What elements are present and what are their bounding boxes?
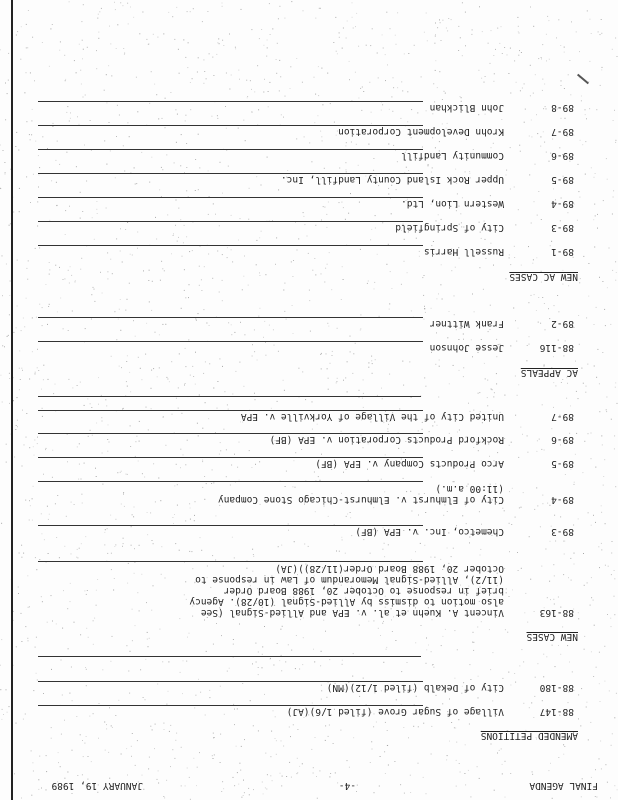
entry-rule xyxy=(38,125,423,126)
entry-text: (11:00 a.m.) xyxy=(435,483,504,494)
entry-text: Krohn Development Corporation xyxy=(338,126,504,137)
entry-rule xyxy=(38,245,423,246)
entry-text: Arco Products Company v. EPA (BF) xyxy=(315,458,504,469)
entry-text: Frank Wittner xyxy=(429,318,504,329)
entry-text: City of Dekalb (filed 1/12)(MN) xyxy=(326,682,504,693)
entry-text: also motion to dismiss by Allied-Signal (10/28). Agency xyxy=(189,596,504,607)
section-new-cases: NEW CASES xyxy=(526,631,578,642)
entry-text: Community Landfill xyxy=(401,150,504,161)
entry-rule xyxy=(38,341,423,342)
entry-text: Vincent A. Kuehn et al. v. EPA and Allied-Signal (See xyxy=(200,607,504,618)
section-new-ac-cases: NEW AC CASES xyxy=(509,271,578,282)
entry-rule xyxy=(38,173,423,174)
header-left: FINAL AGENDA xyxy=(529,780,598,791)
entry-rule xyxy=(38,317,423,318)
entry-number: 89-1 xyxy=(551,246,574,257)
entry-number: 89-3 xyxy=(551,222,574,233)
entry-text: October 20, 1988 Board Order(11/28))(JA) xyxy=(275,563,504,574)
entry-number: 89-4 xyxy=(551,198,574,209)
entry-rule xyxy=(38,705,423,706)
entry-text: Upper Rock Island County Landfill, Inc. xyxy=(280,174,504,185)
entry-number: 89-5 xyxy=(551,174,574,185)
entry-rule xyxy=(38,149,423,150)
entry-rule xyxy=(38,221,423,222)
entry-rule xyxy=(38,433,423,434)
entry-text: (11/2), Allied-Signal Memorandum of Law in response to xyxy=(195,574,504,585)
page-number: -4- xyxy=(338,780,356,791)
entry-rule xyxy=(38,410,423,411)
entry-text: John Blickhan xyxy=(429,102,504,113)
entry-text: Chemetco, Inc. v. EPA (BF) xyxy=(355,526,504,537)
entry-rule xyxy=(38,525,423,526)
entry-text: Jesse Johnson xyxy=(429,342,504,353)
entry-number: 89-2 xyxy=(551,318,574,329)
entry-text: United City of the Village of Yorkville v. EPA xyxy=(240,411,504,422)
entry-text: Russell Harris xyxy=(423,246,504,257)
scan-edge-line xyxy=(11,0,13,800)
blank-rule xyxy=(38,396,421,397)
blank-rule xyxy=(38,656,421,657)
entry-rule xyxy=(38,481,423,482)
entry-text: Rockford Products Corporation v. EPA (BF) xyxy=(269,434,504,445)
entry-number: 89-5 xyxy=(551,458,574,469)
entry-text: Village of Sugar Grove (filed 1/6)(AJ) xyxy=(286,706,504,717)
entry-text: City of Springfield xyxy=(395,222,504,233)
section-ac-appeals: AC APPEALS xyxy=(520,367,578,378)
entry-number: 89-3 xyxy=(551,526,574,537)
entry-text: City of Elmhurst v. Elmhurst-Chicago Stone Company xyxy=(218,494,504,505)
entry-number: 89-8 xyxy=(551,102,574,113)
entry-rule xyxy=(38,101,423,102)
entry-number: 89-6 xyxy=(551,434,574,445)
entry-number: 88-116 xyxy=(539,342,574,353)
section-amended-petitions: AMENDED PETITIONS xyxy=(480,730,578,741)
entry-text: Western Lion, Ltd. xyxy=(401,198,504,209)
entry-rule xyxy=(38,197,423,198)
entry-number: 89-6 xyxy=(551,150,574,161)
entry-rule xyxy=(38,681,423,682)
entry-text: brief in response to October 20, 1988 Board Order xyxy=(223,585,504,596)
header-date: JANUARY 19, 1989 xyxy=(51,780,143,791)
entry-number: 89-4 xyxy=(551,494,574,505)
entry-number: 88-163 xyxy=(539,607,574,618)
entry-number: 89-7 xyxy=(551,411,574,422)
entry-rule xyxy=(38,561,423,562)
entry-number: 88-147 xyxy=(539,706,574,717)
entry-number: 88-180 xyxy=(539,682,574,693)
entry-rule xyxy=(38,457,423,458)
entry-number: 89-7 xyxy=(551,126,574,137)
